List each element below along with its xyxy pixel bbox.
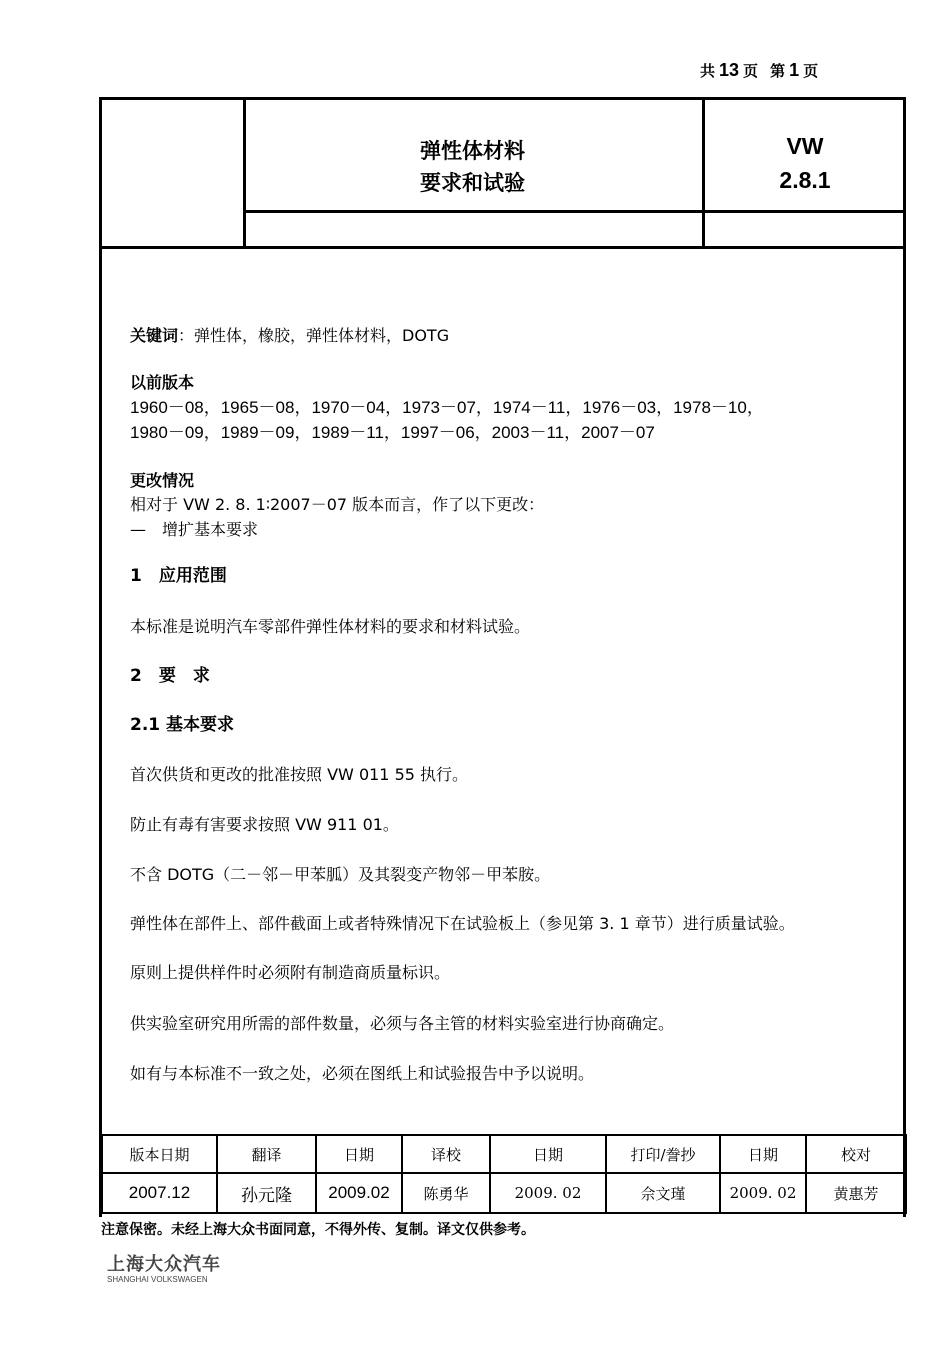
section1-heading: 1 应用范围 (130, 566, 227, 586)
section2-heading: 2 要 求 (130, 666, 210, 686)
paragraph: 不含 DOTG（二－邻－甲苯胍）及其裂变产物邻－甲苯胺。 (130, 865, 551, 884)
approval-table (101, 1134, 907, 1214)
header-divider-inner (244, 210, 906, 213)
paragraph: 供实验室研究用所需的部件数量，必须与各主管的材料实验室进行协商确定。 (130, 1014, 675, 1033)
confidentiality-notice: 注意保密。未经上海大众书面同意，不得外传、复制。译文仅供参考。 (101, 1222, 535, 1238)
header-cell: 译校 (402, 1135, 490, 1173)
header-cell: 日期 (316, 1135, 402, 1173)
previous-editions-line1: 1960－08，1965－08，1970－04，1973－07，1974－11，1976－03，1978－10， (130, 398, 764, 417)
current-page: 1 (789, 60, 800, 80)
page-suffix: 页 (803, 62, 819, 80)
frame-top-line (99, 97, 906, 100)
value-cell: 2009. 02 (490, 1173, 606, 1213)
header-cell: 打印/誊抄 (606, 1135, 720, 1173)
doc-code-line2: 2.8.1 (779, 167, 831, 193)
paragraph: 如有与本标准不一致之处，必须在图纸上和试验报告中予以说明。 (130, 1064, 595, 1083)
value-cell: 2007.12 (102, 1173, 217, 1213)
value-cell: 孙元隆 (217, 1173, 316, 1213)
paragraph: 弹性体在部件上、部件截面上或者特殊情况下在试验板上（参见第 3. 1 章节）进行质量试验。 (130, 914, 795, 933)
total-suffix: 页 (743, 62, 759, 80)
doc-code-line1: VW (786, 133, 824, 159)
logo-text-en: SHANGHAI VOLKSWAGEN (107, 1275, 208, 1284)
frame-right-line (903, 97, 906, 1217)
changes-heading: 更改情况 (130, 471, 195, 490)
page-prefix: 第 (770, 62, 786, 80)
logo-text-cn: 上海大众汽车 (107, 1254, 221, 1275)
header-cell: 版本日期 (102, 1135, 217, 1173)
previous-editions-line2: 1980－09，1989－09，1989－11，1997－06，2003－11，2007－07 (130, 423, 655, 442)
paragraph: 首次供货和更改的批准按照 VW 011 55 执行。 (130, 765, 469, 784)
header-cell: 日期 (490, 1135, 606, 1173)
changes-line1: 相对于 VW 2. 8. 1∶2007－07 版本而言，作了以下更改： (130, 495, 545, 514)
keywords-text: ：弹性体，橡胶，弹性体材料，DOTG (178, 326, 450, 345)
value-cell: 陈勇华 (402, 1173, 490, 1213)
paragraph: 原则上提供样件时必须附有制造商质量标识。 (130, 963, 451, 982)
header-cell: 翻译 (217, 1135, 316, 1173)
value-cell: 佘文瑾 (606, 1173, 720, 1213)
header-col-divider-1 (243, 97, 246, 249)
paragraph: 防止有毒有害要求按照 VW 911 01。 (130, 815, 399, 834)
keywords-label: 关键词 (130, 326, 179, 345)
value-cell: 2009.02 (316, 1173, 402, 1213)
keywords (130, 323, 449, 348)
doc-title-line1: 弹性体材料 (420, 139, 525, 163)
value-cell: 2009. 02 (720, 1173, 806, 1213)
header-bottom-line (99, 246, 906, 249)
value-cell: 黄惠芳 (806, 1173, 906, 1213)
changes-line2: — 增扩基本要求 (130, 520, 259, 539)
doc-title-line2: 要求和试验 (420, 171, 525, 195)
section1-text: 本标准是说明汽车零部件弹性体材料的要求和材料试验。 (130, 617, 531, 636)
total-prefix: 共 (700, 62, 716, 80)
page-counter (700, 60, 818, 81)
section2-1-heading: 2.1 基本要求 (130, 715, 235, 735)
frame-left-line (99, 97, 102, 1217)
header-cell: 日期 (720, 1135, 806, 1173)
header-cell: 校对 (806, 1135, 906, 1173)
total-pages: 13 (719, 60, 740, 80)
previous-editions-heading: 以前版本 (130, 373, 195, 392)
company-logo (107, 1250, 221, 1284)
